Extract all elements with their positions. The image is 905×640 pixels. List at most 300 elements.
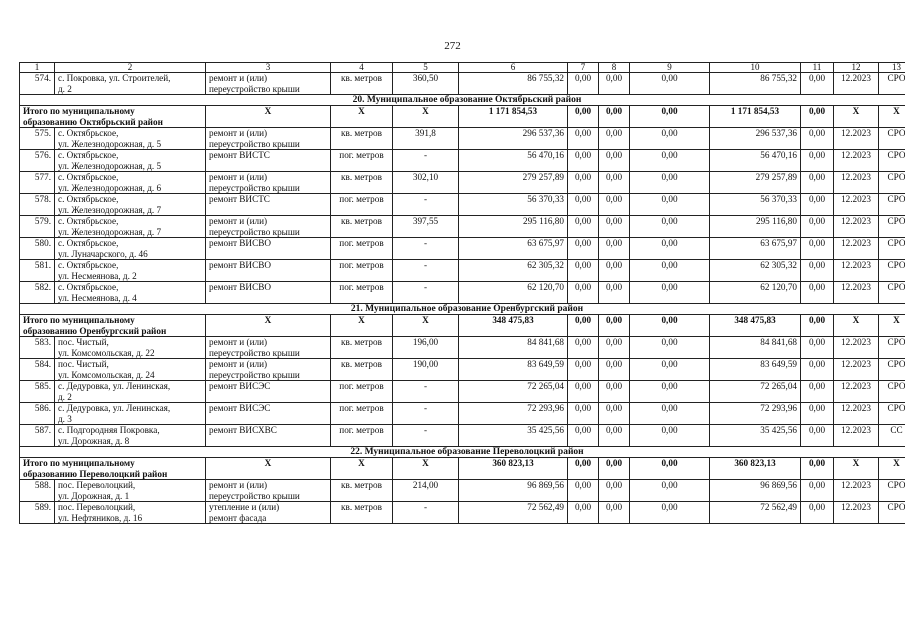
column-header: 3 bbox=[206, 63, 331, 73]
cost-value: 0,00 bbox=[599, 403, 630, 425]
cost-value: 0,00 bbox=[801, 403, 834, 425]
deadline-cell: 12.2023 bbox=[834, 381, 879, 403]
work-type-cell-line: ремонт ВИСТС bbox=[209, 150, 270, 160]
cost-value: 0,00 bbox=[630, 381, 710, 403]
table-row bbox=[20, 425, 905, 447]
cost-value: 0,00 bbox=[630, 150, 710, 172]
cost-value: 96 869,56 bbox=[710, 480, 801, 502]
cost-value: 56 370,33 bbox=[710, 194, 801, 216]
row-number: 587. bbox=[20, 425, 55, 447]
cost-value: 0,00 bbox=[568, 106, 599, 128]
cost-value: 0,00 bbox=[599, 480, 630, 502]
cost-value: 0,00 bbox=[599, 502, 630, 524]
total-label bbox=[20, 458, 206, 480]
work-type-cell-line: ремонт ВИСВО bbox=[209, 238, 271, 248]
cost-value: 0,00 bbox=[568, 359, 599, 381]
cost-value: 0,00 bbox=[801, 73, 834, 95]
row-number: 581. bbox=[20, 260, 55, 282]
cost-value: 62 120,70 bbox=[710, 282, 801, 304]
address-cell-line: ул. Железнодорожная, д. 7 bbox=[58, 204, 162, 215]
volume-cell: - bbox=[393, 403, 459, 425]
total-label bbox=[20, 315, 206, 337]
cost-value: 0,00 bbox=[801, 458, 834, 480]
total-cost-cell: 72 265,04 bbox=[459, 381, 568, 403]
address-cell bbox=[55, 425, 206, 447]
unit-cell: пог. метров bbox=[331, 282, 393, 304]
cost-value: 0,00 bbox=[599, 381, 630, 403]
cost-value: 0,00 bbox=[630, 128, 710, 150]
cost-value: 0,00 bbox=[630, 425, 710, 447]
section-header-row bbox=[20, 95, 905, 106]
cost-value: 62 305,32 bbox=[710, 260, 801, 282]
table-row bbox=[20, 238, 905, 260]
cost-value: 0,00 bbox=[630, 194, 710, 216]
cost-value: 0,00 bbox=[801, 381, 834, 403]
page-number: 272 bbox=[444, 40, 461, 52]
table-row bbox=[20, 337, 905, 359]
work-type-cell-line: ремонт ВИСХВС bbox=[209, 425, 277, 435]
address-cell-line: д. 2 bbox=[58, 391, 72, 402]
address-cell-line: ул. Луначарского, д. 46 bbox=[58, 248, 148, 259]
cost-value: 295 116,80 bbox=[710, 216, 801, 238]
cost-value: 0,00 bbox=[801, 359, 834, 381]
unit-cell: кв. метров bbox=[331, 502, 393, 524]
table-row bbox=[20, 172, 905, 194]
cost-value: 0,00 bbox=[801, 128, 834, 150]
deadline-cell: 12.2023 bbox=[834, 359, 879, 381]
district-total-row bbox=[20, 315, 905, 337]
address-cell-line: с. Октябрьское, bbox=[58, 150, 119, 160]
volume-cell: 214,00 bbox=[393, 480, 459, 502]
table-row bbox=[20, 480, 905, 502]
volume-cell: - bbox=[393, 260, 459, 282]
cost-value: 0,00 bbox=[568, 502, 599, 524]
cost-value: 0,00 bbox=[599, 315, 630, 337]
address-cell-line: д. 2 bbox=[58, 83, 72, 94]
x-mark: X bbox=[834, 458, 879, 480]
address-cell-line: ул. Железнодорожная, д. 7 bbox=[58, 226, 162, 237]
address-cell bbox=[55, 260, 206, 282]
method-cell: СРО bbox=[879, 282, 905, 304]
address-cell bbox=[55, 128, 206, 150]
work-type-cell bbox=[206, 73, 331, 95]
deadline-cell: 12.2023 bbox=[834, 128, 879, 150]
unit-cell: пог. метров bbox=[331, 381, 393, 403]
deadline-cell: 12.2023 bbox=[834, 337, 879, 359]
work-type-cell-line: переустройство крыши bbox=[209, 182, 300, 193]
row-number: 586. bbox=[20, 403, 55, 425]
cost-value: 0,00 bbox=[630, 480, 710, 502]
deadline-cell: 12.2023 bbox=[834, 216, 879, 238]
address-cell bbox=[55, 480, 206, 502]
address-cell-line: с. Октябрьское, bbox=[58, 282, 119, 292]
total-label-line: образованию Оренбургский район bbox=[23, 325, 167, 336]
cost-value: 0,00 bbox=[630, 502, 710, 524]
table-row bbox=[20, 216, 905, 238]
column-header: 6 bbox=[459, 63, 568, 73]
cost-value: 0,00 bbox=[630, 403, 710, 425]
volume-cell: - bbox=[393, 425, 459, 447]
address-cell-line: ул. Нефтяников, д. 16 bbox=[58, 512, 143, 523]
method-cell: СРО bbox=[879, 502, 905, 524]
address-cell-line: с. Октябрьское, bbox=[58, 128, 119, 138]
address-cell-line: ул. Железнодорожная, д. 5 bbox=[58, 138, 162, 149]
total-cost-cell: 62 305,32 bbox=[459, 260, 568, 282]
deadline-cell: 12.2023 bbox=[834, 425, 879, 447]
method-cell: СРО bbox=[879, 216, 905, 238]
cost-value: 0,00 bbox=[599, 458, 630, 480]
cost-value: 0,00 bbox=[568, 282, 599, 304]
district-total-row bbox=[20, 458, 905, 480]
address-cell-line: с. Октябрьское, bbox=[58, 172, 119, 182]
work-type-cell-line: переустройство крыши bbox=[209, 490, 300, 501]
cost-value: 72 293,96 bbox=[710, 403, 801, 425]
work-type-cell bbox=[206, 260, 331, 282]
address-cell bbox=[55, 216, 206, 238]
address-cell-line: с. Дедуровка, ул. Ленинская, bbox=[58, 403, 171, 413]
unit-cell: пог. метров bbox=[331, 238, 393, 260]
section-header-row bbox=[20, 304, 905, 315]
cost-value: 0,00 bbox=[599, 260, 630, 282]
total-cost-cell: 56 370,33 bbox=[459, 194, 568, 216]
cost-value: 0,00 bbox=[599, 194, 630, 216]
method-cell: СРО bbox=[879, 403, 905, 425]
address-cell-line: с. Дедуровка, ул. Ленинская, bbox=[58, 381, 171, 391]
work-type-cell-line: ремонт ВИСВО bbox=[209, 282, 271, 292]
address-cell-line: ул. Дорожная, д. 8 bbox=[58, 435, 130, 446]
column-header: 7 bbox=[568, 63, 599, 73]
cost-value: 0,00 bbox=[568, 337, 599, 359]
unit-cell: кв. метров bbox=[331, 359, 393, 381]
x-mark: X bbox=[393, 458, 459, 480]
total-cost: 348 475,83 bbox=[459, 315, 568, 337]
cost-value: 360 823,13 bbox=[710, 458, 801, 480]
cost-value: 0,00 bbox=[801, 337, 834, 359]
work-type-cell bbox=[206, 128, 331, 150]
method-cell: СРО bbox=[879, 194, 905, 216]
section-header-row bbox=[20, 447, 905, 458]
unit-cell: кв. метров bbox=[331, 128, 393, 150]
cost-value: 0,00 bbox=[801, 106, 834, 128]
deadline-cell: 12.2023 bbox=[834, 238, 879, 260]
row-number: 578. bbox=[20, 194, 55, 216]
cost-value: 0,00 bbox=[801, 282, 834, 304]
work-type-cell bbox=[206, 282, 331, 304]
total-label-line: Итого по муниципальному bbox=[23, 458, 135, 468]
section-title: 22. Муниципальное образование Переволоцкий район bbox=[20, 447, 905, 458]
cost-value: 0,00 bbox=[630, 216, 710, 238]
total-cost: 1 171 854,53 bbox=[459, 106, 568, 128]
address-cell-line: с. Октябрьское, bbox=[58, 238, 119, 248]
district-total-row bbox=[20, 106, 905, 128]
cost-value: 0,00 bbox=[568, 425, 599, 447]
x-mark: X bbox=[879, 458, 905, 480]
work-type-cell-line: ремонт ВИСЭС bbox=[209, 403, 271, 413]
x-mark: X bbox=[393, 106, 459, 128]
column-header: 2 bbox=[55, 63, 206, 73]
cost-value: 0,00 bbox=[568, 150, 599, 172]
total-cost-cell: 35 425,56 bbox=[459, 425, 568, 447]
section-title: 21. Муниципальное образование Оренбургский район bbox=[20, 304, 905, 315]
cost-value: 0,00 bbox=[801, 425, 834, 447]
work-type-cell-line: ремонт и (или) bbox=[209, 480, 268, 490]
row-number: 589. bbox=[20, 502, 55, 524]
volume-cell: - bbox=[393, 282, 459, 304]
total-cost: 360 823,13 bbox=[459, 458, 568, 480]
row-number: 585. bbox=[20, 381, 55, 403]
cost-value: 0,00 bbox=[599, 128, 630, 150]
cost-value: 0,00 bbox=[630, 106, 710, 128]
unit-cell: пог. метров bbox=[331, 194, 393, 216]
total-cost-cell: 63 675,97 bbox=[459, 238, 568, 260]
work-type-cell-line: ремонт ВИСЭС bbox=[209, 381, 271, 391]
cost-value: 56 470,16 bbox=[710, 150, 801, 172]
row-number: 576. bbox=[20, 150, 55, 172]
address-cell-line: с. Покровка, ул. Строителей, bbox=[58, 73, 171, 83]
volume-cell: 397,55 bbox=[393, 216, 459, 238]
deadline-cell: 12.2023 bbox=[834, 172, 879, 194]
column-header: 13 bbox=[879, 63, 905, 73]
deadline-cell: 12.2023 bbox=[834, 150, 879, 172]
cost-value: 0,00 bbox=[568, 381, 599, 403]
cost-value: 0,00 bbox=[568, 458, 599, 480]
unit-cell: кв. метров bbox=[331, 480, 393, 502]
cost-value: 0,00 bbox=[801, 315, 834, 337]
total-label-line: Итого по муниципальному bbox=[23, 315, 135, 325]
cost-value: 0,00 bbox=[801, 172, 834, 194]
cost-value: 0,00 bbox=[568, 128, 599, 150]
work-type-cell-line: утепление и (или) bbox=[209, 502, 280, 512]
address-cell-line: ул. Дорожная, д. 1 bbox=[58, 490, 130, 501]
work-type-cell bbox=[206, 502, 331, 524]
volume-cell: 190,00 bbox=[393, 359, 459, 381]
cost-value: 0,00 bbox=[630, 282, 710, 304]
column-header: 1 bbox=[20, 63, 55, 73]
address-cell-line: ул. Железнодорожная, д. 5 bbox=[58, 160, 162, 171]
unit-cell: пог. метров bbox=[331, 260, 393, 282]
address-cell-line: с. Подгородняя Покровка, bbox=[58, 425, 160, 435]
method-cell: СРО bbox=[879, 480, 905, 502]
address-cell bbox=[55, 337, 206, 359]
work-type-cell-line: ремонт и (или) bbox=[209, 128, 268, 138]
method-cell: СРО bbox=[879, 73, 905, 95]
cost-value: 83 649,59 bbox=[710, 359, 801, 381]
column-header: 10 bbox=[710, 63, 801, 73]
cost-value: 0,00 bbox=[568, 216, 599, 238]
work-type-cell bbox=[206, 172, 331, 194]
column-header: 8 bbox=[599, 63, 630, 73]
address-cell-line: ул. Несмеянова, д. 4 bbox=[58, 292, 137, 303]
total-cost-cell: 279 257,89 bbox=[459, 172, 568, 194]
cost-value: 1 171 854,53 bbox=[710, 106, 801, 128]
table-row bbox=[20, 502, 905, 524]
row-number: 577. bbox=[20, 172, 55, 194]
row-number: 582. bbox=[20, 282, 55, 304]
total-label bbox=[20, 106, 206, 128]
row-number: 584. bbox=[20, 359, 55, 381]
address-cell-line: пос. Переволоцкий, bbox=[58, 480, 136, 490]
table-row bbox=[20, 128, 905, 150]
deadline-cell: 12.2023 bbox=[834, 194, 879, 216]
method-cell: СРО bbox=[879, 150, 905, 172]
cost-value: 0,00 bbox=[801, 216, 834, 238]
address-cell-line: с. Октябрьское, bbox=[58, 194, 119, 204]
address-cell-line: пос. Чистый, bbox=[58, 359, 109, 369]
cost-value: 0,00 bbox=[801, 238, 834, 260]
deadline-cell: 12.2023 bbox=[834, 480, 879, 502]
unit-cell: кв. метров bbox=[331, 73, 393, 95]
cost-value: 0,00 bbox=[801, 150, 834, 172]
work-type-cell-line: ремонт и (или) bbox=[209, 337, 268, 347]
total-cost-cell: 296 537,36 bbox=[459, 128, 568, 150]
table-row bbox=[20, 260, 905, 282]
cost-value: 0,00 bbox=[568, 315, 599, 337]
cost-value: 84 841,68 bbox=[710, 337, 801, 359]
cost-value: 0,00 bbox=[568, 260, 599, 282]
cost-value: 0,00 bbox=[568, 403, 599, 425]
volume-cell: 302,10 bbox=[393, 172, 459, 194]
cost-value: 0,00 bbox=[630, 73, 710, 95]
work-type-cell-line: ремонт и (или) bbox=[209, 216, 268, 226]
total-label-line: образованию Октябрьский район bbox=[23, 116, 163, 127]
deadline-cell: 12.2023 bbox=[834, 403, 879, 425]
address-cell-line: ул. Комсомольская, д. 24 bbox=[58, 369, 155, 380]
repair-program-table bbox=[19, 62, 905, 524]
address-cell-line: ул. Комсомольская, д. 22 bbox=[58, 347, 155, 358]
cost-value: 72 562,49 bbox=[710, 502, 801, 524]
volume-cell: - bbox=[393, 502, 459, 524]
table-row bbox=[20, 381, 905, 403]
table-row bbox=[20, 194, 905, 216]
x-mark: X bbox=[331, 106, 393, 128]
cost-value: 86 755,32 bbox=[710, 73, 801, 95]
cost-value: 0,00 bbox=[630, 260, 710, 282]
address-cell bbox=[55, 172, 206, 194]
address-cell bbox=[55, 282, 206, 304]
address-cell-line: с. Октябрьское, bbox=[58, 260, 119, 270]
cost-value: 0,00 bbox=[630, 172, 710, 194]
work-type-cell bbox=[206, 381, 331, 403]
table-row bbox=[20, 359, 905, 381]
address-cell-line: ул. Железнодорожная, д. 6 bbox=[58, 182, 162, 193]
cost-value: 0,00 bbox=[568, 480, 599, 502]
cost-value: 0,00 bbox=[599, 106, 630, 128]
x-mark: X bbox=[879, 106, 905, 128]
total-cost-cell: 96 869,56 bbox=[459, 480, 568, 502]
cost-value: 0,00 bbox=[630, 359, 710, 381]
table-row bbox=[20, 150, 905, 172]
deadline-cell: 12.2023 bbox=[834, 502, 879, 524]
method-cell: СРО bbox=[879, 359, 905, 381]
address-cell-line: пос. Чистый, bbox=[58, 337, 109, 347]
unit-cell: кв. метров bbox=[331, 337, 393, 359]
volume-cell: - bbox=[393, 381, 459, 403]
volume-cell: 360,50 bbox=[393, 73, 459, 95]
total-cost-cell: 295 116,80 bbox=[459, 216, 568, 238]
x-mark: X bbox=[393, 315, 459, 337]
x-mark: X bbox=[834, 315, 879, 337]
table-row bbox=[20, 403, 905, 425]
method-cell: СС bbox=[879, 425, 905, 447]
total-cost-cell: 83 649,59 bbox=[459, 359, 568, 381]
row-number: 575. bbox=[20, 128, 55, 150]
cost-value: 0,00 bbox=[568, 172, 599, 194]
method-cell: СРО bbox=[879, 381, 905, 403]
column-number-header-row bbox=[20, 63, 905, 73]
column-header: 4 bbox=[331, 63, 393, 73]
address-cell-line: пос. Переволоцкий, bbox=[58, 502, 136, 512]
x-mark: X bbox=[834, 106, 879, 128]
method-cell: СРО bbox=[879, 260, 905, 282]
method-cell: СРО bbox=[879, 238, 905, 260]
work-type-cell bbox=[206, 194, 331, 216]
row-number: 580. bbox=[20, 238, 55, 260]
cost-value: 0,00 bbox=[568, 238, 599, 260]
volume-cell: - bbox=[393, 194, 459, 216]
column-header: 5 bbox=[393, 63, 459, 73]
work-type-cell-line: ремонт ВИСВО bbox=[209, 260, 271, 270]
cost-value: 72 265,04 bbox=[710, 381, 801, 403]
address-cell-line: с. Октябрьское, bbox=[58, 216, 119, 226]
row-number: 574. bbox=[20, 73, 55, 95]
work-type-cell-line: переустройство крыши bbox=[209, 369, 300, 380]
cost-value: 0,00 bbox=[599, 216, 630, 238]
address-cell bbox=[55, 194, 206, 216]
work-type-cell-line: ремонт и (или) bbox=[209, 359, 268, 369]
method-cell: СРО bbox=[879, 337, 905, 359]
x-mark: X bbox=[206, 106, 331, 128]
row-number: 579. bbox=[20, 216, 55, 238]
total-label-line: образованию Переволоцкий район bbox=[23, 468, 168, 479]
work-type-cell bbox=[206, 480, 331, 502]
address-cell bbox=[55, 502, 206, 524]
volume-cell: - bbox=[393, 150, 459, 172]
x-mark: X bbox=[331, 315, 393, 337]
address-cell bbox=[55, 150, 206, 172]
work-type-cell-line: переустройство крыши bbox=[209, 347, 300, 358]
work-type-cell-line: переустройство крыши bbox=[209, 138, 300, 149]
cost-value: 0,00 bbox=[599, 359, 630, 381]
cost-value: 0,00 bbox=[599, 425, 630, 447]
work-type-cell bbox=[206, 150, 331, 172]
volume-cell: 391,8 bbox=[393, 128, 459, 150]
address-cell-line: ул. Несмеянова, д. 2 bbox=[58, 270, 137, 281]
table-row bbox=[20, 282, 905, 304]
unit-cell: пог. метров bbox=[331, 425, 393, 447]
x-mark: X bbox=[331, 458, 393, 480]
total-cost-cell: 62 120,70 bbox=[459, 282, 568, 304]
cost-value: 0,00 bbox=[801, 260, 834, 282]
unit-cell: пог. метров bbox=[331, 403, 393, 425]
cost-value: 0,00 bbox=[599, 337, 630, 359]
cost-value: 0,00 bbox=[801, 194, 834, 216]
x-mark: X bbox=[206, 315, 331, 337]
cost-value: 0,00 bbox=[801, 502, 834, 524]
work-type-cell-line: ремонт фасада bbox=[209, 512, 267, 523]
cost-value: 0,00 bbox=[568, 194, 599, 216]
work-type-cell bbox=[206, 337, 331, 359]
work-type-cell bbox=[206, 403, 331, 425]
column-header: 12 bbox=[834, 63, 879, 73]
work-type-cell-line: ремонт и (или) bbox=[209, 73, 268, 83]
address-cell bbox=[55, 73, 206, 95]
column-header: 11 bbox=[801, 63, 834, 73]
volume-cell: - bbox=[393, 238, 459, 260]
table-row bbox=[20, 73, 905, 95]
section-title: 20. Муниципальное образование Октябрьский район bbox=[20, 95, 905, 106]
row-number: 583. bbox=[20, 337, 55, 359]
x-mark: X bbox=[879, 315, 905, 337]
